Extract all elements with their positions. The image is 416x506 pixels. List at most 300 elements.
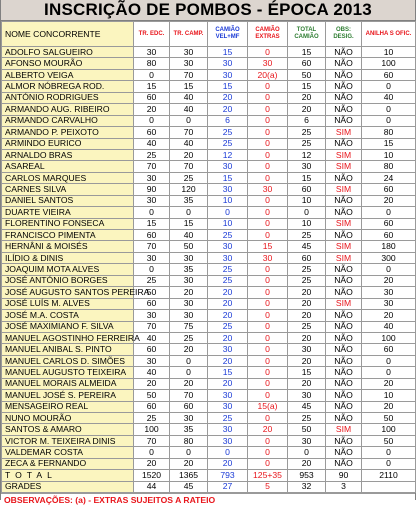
cell-c1: 1520 xyxy=(134,470,170,482)
cell-c1: 70 xyxy=(134,241,170,252)
cell-c1: 60 xyxy=(134,344,170,355)
table-row xyxy=(2,92,416,103)
cell-c6: SIM xyxy=(326,184,362,195)
cell-c1: 40 xyxy=(134,138,170,149)
table-row xyxy=(2,458,416,469)
cell-c4: 0 xyxy=(248,104,288,115)
cell-c5: 60 xyxy=(288,58,326,69)
cell-c6: NÃO xyxy=(326,115,362,126)
header-name: NOME CONCORRENTE xyxy=(2,22,134,47)
cell-c1: 25 xyxy=(134,413,170,424)
cell-c5: 20 xyxy=(288,355,326,366)
table-row xyxy=(2,241,416,252)
table-row xyxy=(2,47,416,58)
cell-c3: 20 xyxy=(208,298,248,309)
cell-c5: 20 xyxy=(288,378,326,389)
cell-c1: 60 xyxy=(134,298,170,309)
cell-c6: NÃO xyxy=(326,138,362,149)
cell-c2: 25 xyxy=(170,332,208,343)
cell-c6: NÃO xyxy=(326,413,362,424)
cell-c2: 40 xyxy=(170,230,208,241)
cell-c1: 0 xyxy=(134,207,170,218)
cell-c3: 30 xyxy=(208,69,248,80)
cell-c2: 30 xyxy=(170,252,208,263)
table-row xyxy=(2,104,416,115)
cell-c2: 30 xyxy=(170,413,208,424)
cell-c6: NÃO xyxy=(326,310,362,321)
cell-c5: 45 xyxy=(288,241,326,252)
competitor-name: MANUEL AUGUSTO TEIXEIRA xyxy=(2,367,134,378)
cell-c4: 20(a) xyxy=(248,69,288,80)
cell-c6: NÃO xyxy=(326,92,362,103)
cell-c2: 50 xyxy=(170,241,208,252)
cell-c2: 70 xyxy=(170,69,208,80)
cell-c3: 10 xyxy=(208,195,248,206)
cell-c4: 0 xyxy=(248,47,288,58)
cell-c5: 50 xyxy=(288,424,326,435)
cell-c2: 25 xyxy=(170,172,208,183)
cell-c6: SIM xyxy=(326,424,362,435)
competitor-name: JOSÉ AUGUSTO SANTOS PEREIRA xyxy=(2,287,134,298)
cell-c1: 0 xyxy=(134,115,170,126)
table-row xyxy=(2,161,416,172)
cell-c5: 25 xyxy=(288,230,326,241)
competitor-name: ARNALDO BRAS xyxy=(2,149,134,160)
cell-c3: 20 xyxy=(208,378,248,389)
competitor-name: SANTOS & AMARO xyxy=(2,424,134,435)
cell-c2: 20 xyxy=(170,287,208,298)
cell-c1: 70 xyxy=(134,161,170,172)
cell-c1: 0 xyxy=(134,447,170,458)
cell-c6: SIM xyxy=(326,161,362,172)
cell-c1: 60 xyxy=(134,230,170,241)
cell-c3: 15 xyxy=(208,81,248,92)
cell-c3: 6 xyxy=(208,115,248,126)
cell-c6: NÃO xyxy=(326,207,362,218)
cell-c5: 20 xyxy=(288,298,326,309)
cell-c7: 10 xyxy=(362,47,416,58)
cell-c7: 100 xyxy=(362,332,416,343)
table-row xyxy=(2,321,416,332)
cell-c4: 0 xyxy=(248,207,288,218)
cell-c1: 25 xyxy=(134,149,170,160)
competitor-name: ARMANDO CARVALHO xyxy=(2,115,134,126)
table-row xyxy=(2,252,416,263)
cell-c7: 20 xyxy=(362,310,416,321)
cell-c5: 15 xyxy=(288,172,326,183)
cell-c5: 20 xyxy=(288,287,326,298)
cell-c1: 40 xyxy=(134,332,170,343)
cell-c7: 100 xyxy=(362,58,416,69)
table-row xyxy=(2,230,416,241)
cell-c6: NÃO xyxy=(326,275,362,286)
competitor-name: ANTÓNIO RODRIGUES xyxy=(2,92,134,103)
cell-c6: NÃO xyxy=(326,81,362,92)
cell-c6: NÃO xyxy=(326,104,362,115)
cell-c5: 25 xyxy=(288,138,326,149)
cell-c7: 300 xyxy=(362,252,416,263)
cell-c2: 35 xyxy=(170,264,208,275)
cell-c3: 25 xyxy=(208,275,248,286)
cell-c3: 30 xyxy=(208,241,248,252)
competitor-name: MANUEL JOSÉ S. PEREIRA xyxy=(2,390,134,401)
competitor-name: ARMANDO AUG. RIBEIRO xyxy=(2,104,134,115)
cell-c2: 120 xyxy=(170,184,208,195)
cell-c4: 0 xyxy=(248,81,288,92)
cell-c2: 0 xyxy=(170,367,208,378)
cell-c1: 20 xyxy=(134,378,170,389)
cell-c3: 20 xyxy=(208,92,248,103)
cell-c5: 30 xyxy=(288,390,326,401)
competitor-name: GRADES xyxy=(2,481,134,493)
cell-c3: 20 xyxy=(208,310,248,321)
cell-c7: 24 xyxy=(362,172,416,183)
cell-c6: NÃO xyxy=(326,47,362,58)
cell-c6: NÃO xyxy=(326,172,362,183)
cell-c7: 0 xyxy=(362,207,416,218)
cell-c5: 30 xyxy=(288,161,326,172)
grades-row xyxy=(2,481,416,493)
cell-c5: 25 xyxy=(288,321,326,332)
cell-c2: 40 xyxy=(170,138,208,149)
competitor-name: FLORENTINO FONSECA xyxy=(2,218,134,229)
cell-c7: 0 xyxy=(362,447,416,458)
cell-c4: 0 xyxy=(248,275,288,286)
cell-c7: 0 xyxy=(362,367,416,378)
competitor-name: JOSÉ M.A. COSTA xyxy=(2,310,134,321)
cell-c4: 30 xyxy=(248,252,288,263)
cell-c5: 15 xyxy=(288,367,326,378)
table-row xyxy=(2,344,416,355)
cell-c5: 6 xyxy=(288,115,326,126)
cell-c7 xyxy=(362,481,416,493)
cell-c5: 10 xyxy=(288,218,326,229)
table-row xyxy=(2,435,416,446)
cell-c4: 0 xyxy=(248,161,288,172)
header-anilhas: ANILHA S OFIC. xyxy=(362,22,416,47)
cell-c4: 20 xyxy=(248,424,288,435)
cell-c5: 10 xyxy=(288,195,326,206)
table-row xyxy=(2,69,416,80)
cell-c1: 70 xyxy=(134,321,170,332)
table-row xyxy=(2,264,416,275)
cell-c7: 60 xyxy=(362,184,416,195)
cell-c4: 0 xyxy=(248,458,288,469)
cell-c1: 25 xyxy=(134,275,170,286)
cell-c1: 30 xyxy=(134,310,170,321)
cell-c7: 40 xyxy=(362,321,416,332)
cell-c2: 40 xyxy=(170,104,208,115)
cell-c3: 20 xyxy=(208,332,248,343)
cell-c5: 30 xyxy=(288,344,326,355)
cell-c3: 0 xyxy=(208,207,248,218)
cell-c4: 0 xyxy=(248,218,288,229)
cell-c1: 30 xyxy=(134,195,170,206)
cell-c5: 50 xyxy=(288,69,326,80)
cell-c1: 0 xyxy=(134,69,170,80)
cell-c4: 15 xyxy=(248,241,288,252)
cell-c1: 60 xyxy=(134,401,170,412)
table-row xyxy=(2,367,416,378)
cell-c1: 0 xyxy=(134,264,170,275)
cell-c7: 0 xyxy=(362,458,416,469)
cell-c5: 20 xyxy=(288,92,326,103)
cell-c4: 0 xyxy=(248,355,288,366)
cell-c2: 30 xyxy=(170,275,208,286)
cell-c2: 0 xyxy=(170,115,208,126)
cell-c2: 30 xyxy=(170,310,208,321)
cell-c2: 30 xyxy=(170,58,208,69)
cell-c7: 60 xyxy=(362,69,416,80)
table-row xyxy=(2,332,416,343)
cell-c7: 15 xyxy=(362,138,416,149)
cell-c7: 50 xyxy=(362,413,416,424)
cell-c6: NÃO xyxy=(326,401,362,412)
cell-c2: 35 xyxy=(170,424,208,435)
competitor-name: FRANCISCO PIMENTA xyxy=(2,230,134,241)
cell-c4: 0 xyxy=(248,367,288,378)
cell-c6: NÃO xyxy=(326,264,362,275)
table-row xyxy=(2,355,416,366)
cell-c2: 15 xyxy=(170,218,208,229)
cell-c4: 125+35 xyxy=(248,470,288,482)
cell-c5: 20 xyxy=(288,458,326,469)
header-total-camiao: TOTAL CAMIÃO xyxy=(288,22,326,47)
header-tr-camp: TR. CAMP. xyxy=(170,22,208,47)
cell-c4: 0 xyxy=(248,92,288,103)
cell-c1: 44 xyxy=(134,481,170,493)
sheet-title: INSCRIÇÃO DE POMBOS - ÉPOCA 2013 xyxy=(1,0,415,21)
cell-c6: SIM xyxy=(326,149,362,160)
cell-c5: 25 xyxy=(288,275,326,286)
cell-c1: 15 xyxy=(134,218,170,229)
cell-c3: 20 xyxy=(208,355,248,366)
cell-c2: 20 xyxy=(170,149,208,160)
table-row xyxy=(2,58,416,69)
cell-c7: 80 xyxy=(362,127,416,138)
competitor-name: VALDEMAR COSTA xyxy=(2,447,134,458)
cell-c7: 0 xyxy=(362,104,416,115)
cell-c2: 20 xyxy=(170,458,208,469)
cell-c5: 0 xyxy=(288,447,326,458)
cell-c7: 0 xyxy=(362,355,416,366)
competitor-name: ALMOR NÓBREGA ROD. xyxy=(2,81,134,92)
cell-c1: 50 xyxy=(134,287,170,298)
cell-c4: 0 xyxy=(248,115,288,126)
cell-c4: 0 xyxy=(248,230,288,241)
cell-c4: 0 xyxy=(248,264,288,275)
cell-c3: 20 xyxy=(208,458,248,469)
cell-c5: 25 xyxy=(288,127,326,138)
cell-c4: 0 xyxy=(248,195,288,206)
cell-c7: 0 xyxy=(362,81,416,92)
cell-c5: 60 xyxy=(288,252,326,263)
cell-c4: 0 xyxy=(248,321,288,332)
cell-c4: 0 xyxy=(248,138,288,149)
cell-c2: 30 xyxy=(170,47,208,58)
cell-c1: 20 xyxy=(134,104,170,115)
competitor-name: JOSÉ MAXIMIANO F. SILVA xyxy=(2,321,134,332)
cell-c3: 30 xyxy=(208,344,248,355)
cell-c4: 0 xyxy=(248,435,288,446)
cell-c6: NÃO xyxy=(326,435,362,446)
header-tr-edc: TR. EDC. xyxy=(134,22,170,47)
table-row xyxy=(2,413,416,424)
competitor-name: ARMINDO EURICO xyxy=(2,138,134,149)
cell-c3: 30 xyxy=(208,184,248,195)
cell-c7: 60 xyxy=(362,218,416,229)
cell-c1: 30 xyxy=(134,172,170,183)
registration-table xyxy=(1,21,416,493)
competitor-name: JOSÉ ANTÓNIO BORGES xyxy=(2,275,134,286)
cell-c3: 12 xyxy=(208,149,248,160)
cell-c1: 100 xyxy=(134,424,170,435)
cell-c3: 27 xyxy=(208,481,248,493)
cell-c6: NÃO xyxy=(326,69,362,80)
competitor-name: TOTAL xyxy=(2,470,134,482)
cell-c5: 20 xyxy=(288,310,326,321)
cell-c2: 45 xyxy=(170,481,208,493)
cell-c7: 180 xyxy=(362,241,416,252)
cell-c2: 20 xyxy=(170,344,208,355)
cell-c4: 0 xyxy=(248,287,288,298)
competitor-name: MANUEL CARLOS D. SIMÕES xyxy=(2,355,134,366)
table-row xyxy=(2,287,416,298)
cell-c6: SIM xyxy=(326,252,362,263)
table-row xyxy=(2,378,416,389)
cell-c5: 25 xyxy=(288,264,326,275)
cell-c4: 0 xyxy=(248,310,288,321)
cell-c1: 30 xyxy=(134,47,170,58)
cell-c4: 5 xyxy=(248,481,288,493)
cell-c7: 30 xyxy=(362,287,416,298)
cell-c4: 30 xyxy=(248,184,288,195)
cell-c3: 30 xyxy=(208,435,248,446)
cell-c2: 70 xyxy=(170,390,208,401)
competitor-name: ARMANDO P. PEIXOTO xyxy=(2,127,134,138)
table-row xyxy=(2,310,416,321)
cell-c3: 0 xyxy=(208,447,248,458)
cell-c2: 75 xyxy=(170,321,208,332)
competitor-name: VICTOR M. TEIXEIRA DINIS xyxy=(2,435,134,446)
header-camiao-extras: CAMIÃO EXTRAS xyxy=(248,22,288,47)
cell-c5: 15 xyxy=(288,81,326,92)
cell-c4: 0 xyxy=(248,447,288,458)
cell-c3: 25 xyxy=(208,230,248,241)
cell-c4: 30 xyxy=(248,58,288,69)
cell-c3: 20 xyxy=(208,104,248,115)
cell-c6: SIM xyxy=(326,127,362,138)
cell-c7: 0 xyxy=(362,264,416,275)
cell-c2: 0 xyxy=(170,447,208,458)
cell-c7: 60 xyxy=(362,230,416,241)
cell-c6: NÃO xyxy=(326,390,362,401)
competitor-name: DUARTE VIEIRA xyxy=(2,207,134,218)
observations-note: OBSERVAÇÕES: (a) - EXTRAS SUJEITOS A RATEIO xyxy=(1,493,415,506)
table-row xyxy=(2,298,416,309)
cell-c7: 0 xyxy=(362,115,416,126)
table-row xyxy=(2,275,416,286)
cell-c3: 30 xyxy=(208,161,248,172)
cell-c3: 15 xyxy=(208,367,248,378)
cell-c1: 15 xyxy=(134,81,170,92)
cell-c7: 20 xyxy=(362,275,416,286)
cell-c6: NÃO xyxy=(326,355,362,366)
cell-c7: 10 xyxy=(362,149,416,160)
cell-c5: 953 xyxy=(288,470,326,482)
cell-c4: 0 xyxy=(248,149,288,160)
cell-c4: 0 xyxy=(248,127,288,138)
cell-c6: SIM xyxy=(326,218,362,229)
cell-c7: 20 xyxy=(362,195,416,206)
cell-c5: 0 xyxy=(288,207,326,218)
cell-c3: 30 xyxy=(208,424,248,435)
cell-c3: 30 xyxy=(208,390,248,401)
cell-c3: 10 xyxy=(208,218,248,229)
cell-c6: NÃO xyxy=(326,321,362,332)
table-row xyxy=(2,401,416,412)
cell-c2: 60 xyxy=(170,401,208,412)
table-row xyxy=(2,127,416,138)
cell-c5: 30 xyxy=(288,435,326,446)
cell-c3: 15 xyxy=(208,47,248,58)
cell-c5: 20 xyxy=(288,332,326,343)
cell-c3: 15 xyxy=(208,172,248,183)
cell-c3: 20 xyxy=(208,287,248,298)
cell-c2: 70 xyxy=(170,127,208,138)
cell-c4: 0 xyxy=(248,390,288,401)
cell-c6: 90 xyxy=(326,470,362,482)
header-row xyxy=(2,22,416,47)
cell-c7: 30 xyxy=(362,298,416,309)
cell-c7: 20 xyxy=(362,378,416,389)
table-row xyxy=(2,218,416,229)
cell-c6: 3 xyxy=(326,481,362,493)
cell-c4: 0 xyxy=(248,298,288,309)
cell-c5: 20 xyxy=(288,104,326,115)
cell-c6: NÃO xyxy=(326,287,362,298)
table-row xyxy=(2,138,416,149)
cell-c5: 15 xyxy=(288,47,326,58)
cell-c7: 80 xyxy=(362,161,416,172)
cell-c4: 15(a) xyxy=(248,401,288,412)
table-row xyxy=(2,390,416,401)
cell-c7: 10 xyxy=(362,390,416,401)
cell-c4: 0 xyxy=(248,344,288,355)
cell-c6: NÃO xyxy=(326,195,362,206)
cell-c3: 25 xyxy=(208,413,248,424)
competitor-name: MANUEL ANIBAL S. PINTO xyxy=(2,344,134,355)
cell-c2: 40 xyxy=(170,92,208,103)
cell-c6: NÃO xyxy=(326,447,362,458)
cell-c2: 70 xyxy=(170,161,208,172)
cell-c5: 12 xyxy=(288,149,326,160)
cell-c7: 2110 xyxy=(362,470,416,482)
cell-c1: 60 xyxy=(134,92,170,103)
competitor-name: HERNÂNI & MOISÉS xyxy=(2,241,134,252)
cell-c1: 60 xyxy=(134,127,170,138)
competitor-name: JOSÉ LUÍS M. ALVES xyxy=(2,298,134,309)
cell-c6: SIM xyxy=(326,241,362,252)
table-row xyxy=(2,149,416,160)
cell-c4: 0 xyxy=(248,172,288,183)
cell-c5: 45 xyxy=(288,401,326,412)
table-row xyxy=(2,184,416,195)
cell-c1: 20 xyxy=(134,458,170,469)
cell-c5: 25 xyxy=(288,413,326,424)
cell-c7: 60 xyxy=(362,344,416,355)
cell-c4: 0 xyxy=(248,413,288,424)
